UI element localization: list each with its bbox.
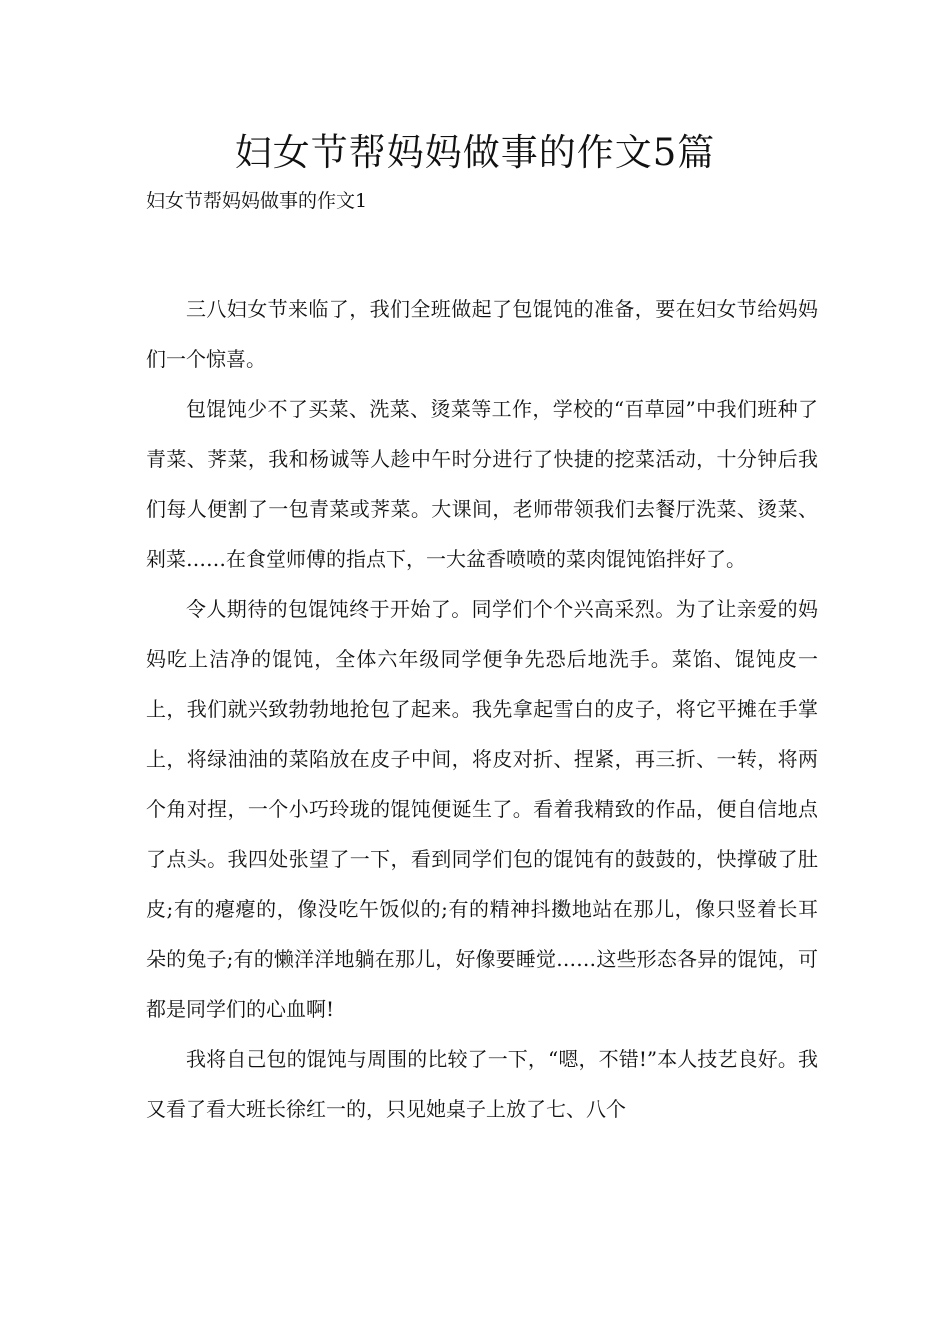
document-title: 妇女节帮妈妈做事的作文5篇 xyxy=(234,131,716,174)
paragraph-2: 包馄饨少不了买菜、洗菜、烫菜等工作，学校的“百草园”中我们班种了青菜、荠菜，我和杨诚等人趁中午时分进行了快捷的挖菜活动，十分钟后我们每人便割了一包青菜或荠菜。大课间，老师带领我们去餐厅洗菜、烫菜、剁菜……在食堂师傅的指点下，一大盆香喷喷的菜肉馄饨馅拌好了。 xyxy=(146,397,818,571)
document-body xyxy=(146,284,818,1134)
paragraph-4: 我将自己包的馄饨与周围的比较了一下，“嗯，不错!”本人技艺良好。我又看了看大班长徐红一的，只见她桌子上放了七、八个 xyxy=(146,1047,818,1121)
paragraph-1: 三八妇女节来临了，我们全班做起了包馄饨的准备，要在妇女节给妈妈们一个惊喜。 xyxy=(146,297,818,371)
document-subtitle: 妇女节帮妈妈做事的作文1 xyxy=(146,190,368,212)
paragraph-3: 令人期待的包馄饨终于开始了。同学们个个兴高采烈。为了让亲爱的妈妈吃上洁净的馄饨，全体六年级同学便争先恐后地洗手。菜馅、馄饨皮一上，我们就兴致勃勃地抢包了起来。我先拿起雪白的皮子，将它平摊在手掌上，将绿油油的菜陷放在皮子中间，将皮对折、捏紧，再三折、一转，将两个角对捏，一个小巧玲珑的馄饨便诞生了。看着我精致的作品，便自信地点了点头。我四处张望了一下，看到同学们包的馄饨有的鼓鼓的，快撑破了肚皮;有的瘪瘪的，像没吃午饭似的;有的精神抖擞地站在那儿，像只竖着长耳朵的兔子;有的懒洋洋地躺在那儿，好像要睡觉……这些形态各异的馄饨，可都是同学们的心血啊! xyxy=(146,597,818,1021)
